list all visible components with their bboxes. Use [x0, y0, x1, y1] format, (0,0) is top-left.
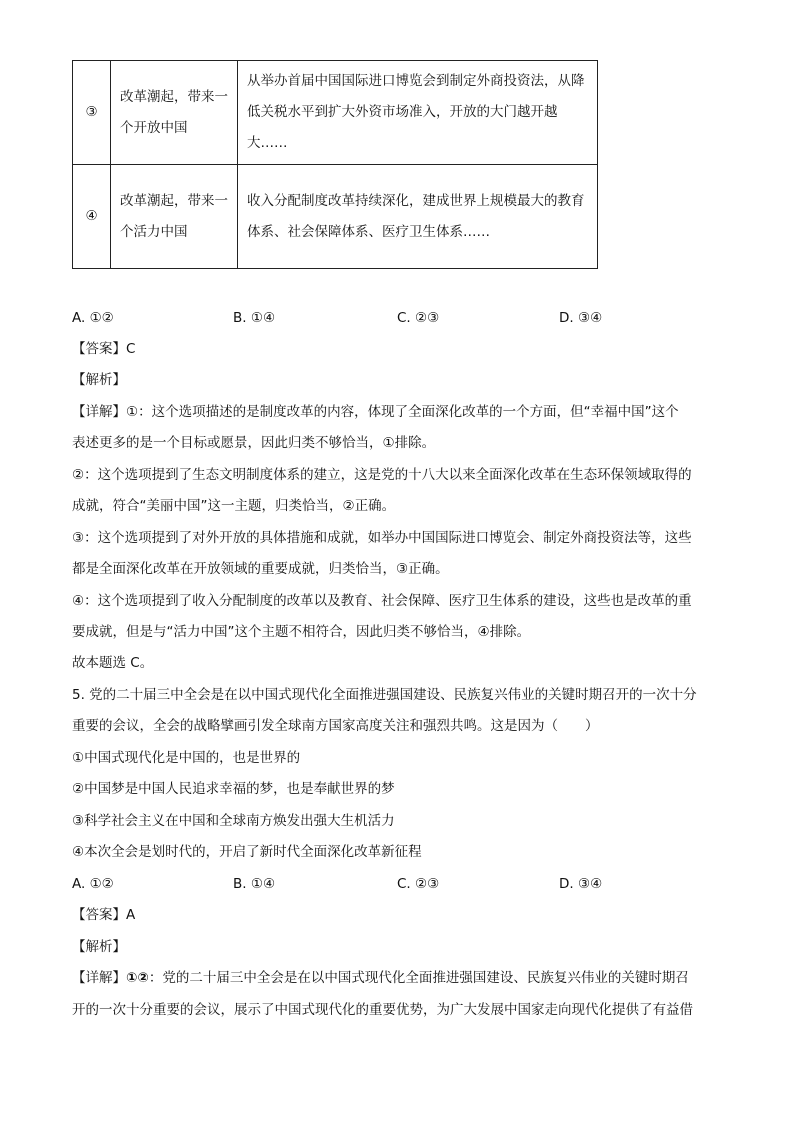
q4-detail-line: ④：这个选项提到了收入分配制度的改革以及教育、社会保障、医疗卫生体系的建设，这些也是改革的重 — [72, 593, 692, 609]
q4-detail-line: 成就，符合“美丽中国”这一主题，归类恰当，②正确。 — [72, 498, 396, 514]
q5-detail-line: 开的一次十分重要的会议，展示了中国式现代化的重要优势，为广大发展中国家走向现代化提供了有益借 — [72, 1002, 693, 1018]
row-theme: 改革潮起，带来一个活力中国 — [111, 165, 238, 269]
q4-detail-line: 表述更多的是一个目标或愿景，因此归类不够恰当，①排除。 — [72, 435, 436, 451]
q4-detail-line: 【详解】①：这个选项描述的是制度改革的内容，体现了全面深化改革的一个方面，但“幸福中国”这个 — [72, 404, 679, 420]
answer-value: C — [126, 341, 136, 357]
choice-a: A. ①② — [72, 876, 114, 892]
q5-option: ③科学社会主义在中国和全球南方焕发出强大生机活力 — [72, 813, 395, 829]
choice-b: B. ①④ — [233, 876, 276, 892]
q4-choices — [72, 308, 712, 328]
choice-c: C. ②③ — [397, 310, 440, 326]
q5-stem-line: 5. 党的二十届三中全会是在以中国式现代化全面推进强国建设、民族复兴伟业的关键时期召开的一次十分 — [72, 687, 697, 703]
q4-detail-line: ③：这个选项提到了对外开放的具体措施和成就，如举办中国国际进口博览会、制定外商投资法等，这些 — [72, 530, 692, 546]
row-number: ③ — [73, 61, 111, 165]
q5-choices — [72, 874, 712, 894]
choice-c: C. ②③ — [397, 876, 440, 892]
detail-text: ：党的二十届三中全会是在以中国式现代化全面推进强国建设、民族复兴伟业的关键时期召 — [148, 970, 689, 986]
q4-conclusion: 故本题选 C。 — [72, 655, 154, 671]
table-row — [73, 165, 598, 269]
choice-d: D. ③④ — [559, 876, 603, 892]
answer-label: 【答案】 — [72, 907, 126, 923]
choice-b: B. ①④ — [233, 310, 276, 326]
q5-detail-line — [72, 968, 689, 988]
q5-option: ①中国式现代化是中国的，也是世界的 — [72, 750, 301, 766]
choice-a: A. ①② — [72, 310, 114, 326]
q5-option: ②中国梦是中国人民追求幸福的梦，也是奉献世界的梦 — [72, 781, 395, 797]
detail-label: 【详解】 — [72, 970, 126, 986]
options-table — [72, 60, 598, 269]
row-number: ④ — [73, 165, 111, 269]
q4-answer — [72, 339, 135, 359]
q5-stem-line: 重要的会议，全会的战略擘画引发全球南方国家高度关注和强烈共鸣。这是因为（ ） — [72, 718, 599, 734]
row-description: 收入分配制度改革持续深化，建成世界上规模最大的教育体系、社会保障体系、医疗卫生体系…… — [238, 165, 598, 269]
q5-analysis-label: 【解析】 — [72, 939, 126, 955]
q4-detail-line: 要成就，但是与“活力中国”这个主题不相符合，因此归类不够恰当，④排除。 — [72, 624, 531, 640]
detail-marks: ①② — [126, 970, 149, 986]
q4-detail-line: 都是全面深化改革在开放领域的重要成就，归类恰当，③正确。 — [72, 561, 449, 577]
choice-d: D. ③④ — [559, 310, 603, 326]
answer-label: 【答案】 — [72, 341, 126, 357]
q4-detail-line: ②：这个选项提到了生态文明制度体系的建立，这是党的十八大以来全面深化改革在生态环保领域取得的 — [72, 467, 692, 483]
table-row — [73, 61, 598, 165]
row-description: 从举办首届中国国际进口博览会到制定外商投资法，从降低关税水平到扩大外资市场准入，开放的大门越开越大…… — [238, 61, 598, 165]
row-theme: 改革潮起，带来一个开放中国 — [111, 61, 238, 165]
q5-option: ④本次全会是划时代的，开启了新时代全面深化改革新征程 — [72, 844, 422, 860]
q4-analysis-label: 【解析】 — [72, 372, 126, 388]
answer-value: A — [126, 907, 136, 923]
q5-answer — [72, 905, 135, 925]
